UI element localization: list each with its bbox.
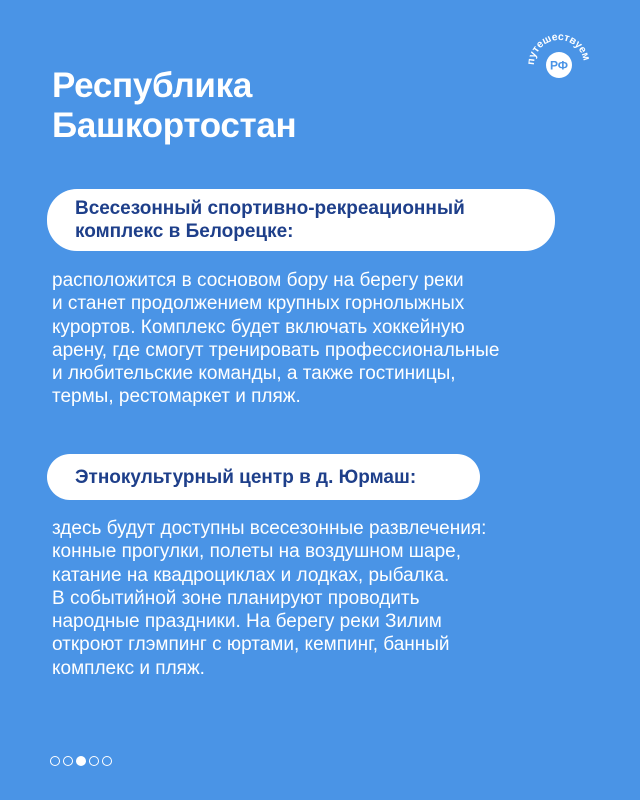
- pagination-dots: [50, 756, 112, 766]
- pagination-dot-active[interactable]: [76, 756, 86, 766]
- body-line: катание на квадроциклах и лодках, рыбалка.: [52, 564, 450, 586]
- section-1-heading-line: Всесезонный спортивно-рекреационный: [75, 198, 465, 219]
- section-2-body: [52, 517, 486, 680]
- body-line: курортов. Комплекс будет включать хоккейную: [52, 316, 465, 338]
- title-line-2: Башкортостан: [52, 106, 297, 145]
- body-line: арену, где смогут тренировать профессиональные: [52, 339, 500, 361]
- body-line: В событийной зоне планируют проводить: [52, 587, 420, 609]
- section-2-heading-text: Этнокультурный центр в д. Юрмаш:: [75, 466, 417, 488]
- pagination-dot[interactable]: [102, 756, 112, 766]
- page-title: [52, 66, 296, 146]
- logo: [524, 30, 594, 100]
- body-line: расположится в сосновом бору на берегу реки: [52, 270, 464, 291]
- body-line: откроют глэмпинг с юртами, кемпинг, банный: [52, 634, 450, 656]
- pagination-dot[interactable]: [63, 756, 73, 766]
- body-line: термы, рестомаркет и пляж.: [52, 386, 301, 408]
- section-1-body: [52, 269, 499, 409]
- body-line: комплекс и пляж.: [52, 657, 205, 679]
- section-1-heading: [47, 189, 555, 251]
- body-line: здесь будут доступны всесезонные развлечения:: [52, 518, 487, 539]
- section-1-heading-line: комплекс в Белорецке:: [75, 221, 294, 242]
- section-2-heading: [47, 454, 480, 500]
- logo-text: путешествуем: [524, 30, 593, 66]
- body-line: и любительские команды, а также гостиницы,: [52, 363, 456, 385]
- logo-mark: РФ: [549, 58, 569, 73]
- body-line: и станет продолжением крупных горнолыжных: [52, 293, 465, 315]
- body-line: народные праздники. На берегу реки Зилим: [52, 611, 442, 633]
- title-line-1: Республика: [52, 66, 253, 105]
- pagination-dot[interactable]: [89, 756, 99, 766]
- body-line: конные прогулки, полеты на воздушном шаре,: [52, 541, 462, 563]
- pagination-dot[interactable]: [50, 756, 60, 766]
